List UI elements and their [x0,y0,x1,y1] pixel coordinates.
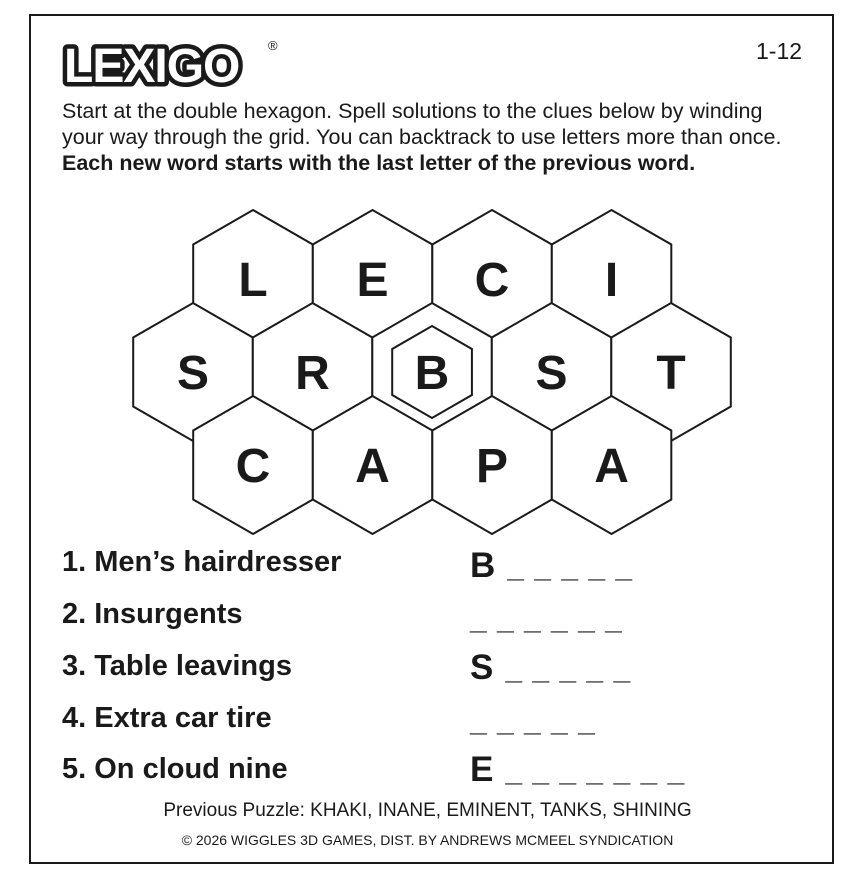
hex-letter: P [476,440,509,493]
hex-letter: T [656,347,686,400]
answer-field[interactable] [470,598,623,638]
answer-field[interactable] [470,700,596,740]
hex-letter: C [474,254,510,307]
hex-letter: A [594,440,629,493]
previous-puzzle: Previous Puzzle: KHAKI, INANE, EMINENT, TANKS, SHINING [163,800,692,821]
clue-text: 1. Men’s hairdresser [62,546,342,578]
hex-letter: S [176,347,210,400]
answer-blanks: _ _ _ _ _ _ [470,603,623,636]
registered-mark: ® [268,38,278,53]
answer-blanks: _ _ _ _ _ [470,705,596,738]
answer-start-letter: S [470,648,494,687]
instructions-bold-text: Each new word starts with the last letter of the previous word. [62,151,696,175]
clue-text: 2. Insurgents [62,598,243,630]
answer-start-letter: E [470,750,494,789]
puzzle-id: 1-12 [756,38,803,64]
clue-text: 4. Extra car tire [62,702,272,734]
hex-letter: S [535,347,568,400]
hex-letter: R [295,347,330,400]
hex-letter: L [238,254,268,307]
answer-start-letter: B [470,546,496,585]
logo-text: LEXIGO [64,40,240,90]
copyright: © 2026 WIGGLES 3D GAMES, DIST. BY ANDREWS MCMEEL SYNDICATION [181,832,674,848]
answer-field[interactable] [470,648,631,688]
hex-letter: I [604,254,619,307]
hex-letter: E [356,254,389,307]
clue-text: 3. Table leavings [62,650,292,682]
answer-blanks: _ _ _ _ _ _ _ [505,755,686,788]
answer-blanks: _ _ _ _ _ [505,653,632,686]
answer-field[interactable] [470,750,685,790]
answer-field[interactable] [470,546,633,586]
clue-text: 5. On cloud nine [62,753,288,785]
hex-letter: B [414,347,450,400]
instructions-text: Start at the double hexagon. Spell solutions to the clues below by winding your way through the grid. You can backtrack to use letters more than once. [62,99,782,149]
hex-letter: A [355,440,390,493]
hex-letter: C [235,440,271,493]
answer-blanks: _ _ _ _ _ [507,551,634,584]
